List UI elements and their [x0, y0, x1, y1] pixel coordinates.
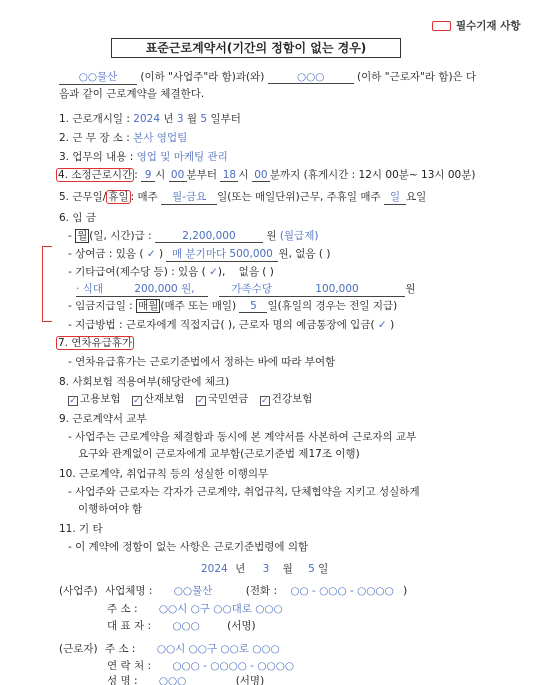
worker-name-row	[107, 673, 264, 685]
intro-end: (이하 "근로자"라 함)은 다	[357, 71, 477, 83]
job-duties-label: 3. 업무의 내용 :	[59, 151, 134, 163]
wage-bullet: -	[68, 230, 72, 242]
pay-method-text: - 지급방법 : 근로자에게 직접지급( ), 근로자 명의 예금통장에 입금(	[68, 319, 375, 331]
bonus-check: ✓	[146, 248, 156, 260]
annual-leave-desc: - 연차유급휴가는 근로기준법에서 정하는 바에 따라 부여함	[68, 356, 336, 368]
item-job-duties	[59, 149, 228, 164]
start-date-day: 5	[200, 113, 208, 125]
holiday-label: 휴일	[108, 191, 129, 203]
family-amount: 100,000	[315, 283, 359, 295]
insurance-option-employment	[68, 393, 121, 405]
insurance-label-industrial: 산재보험	[143, 393, 185, 405]
checkbox-checked-icon: ✓	[133, 396, 141, 406]
workdays-label: 5. 근무일/	[59, 191, 107, 203]
meal-label: · 식대	[76, 283, 103, 295]
worker-name-label: 성 명 :	[107, 675, 138, 685]
worker-address-row	[59, 641, 280, 656]
family-allowance	[219, 281, 405, 297]
family-unit: 원	[405, 283, 416, 295]
pay-method-row	[68, 317, 394, 332]
payday-label: - 임금지급일 :	[68, 300, 133, 312]
workdays-mid: : 매주	[130, 191, 158, 203]
other-pay-none: 없음 ( )	[238, 266, 274, 278]
bonus-unit: 원,	[278, 248, 292, 260]
end-hour: 18	[220, 169, 238, 182]
checkbox-checked-icon: ✓	[260, 396, 269, 406]
employer-tel-label: (전화 :	[245, 585, 277, 597]
start-date-month: 3	[176, 113, 184, 125]
bonus-close: )	[159, 248, 164, 260]
intro-line-1	[59, 69, 476, 85]
annual-leave-label: 7. 연차유급휴가	[58, 337, 133, 349]
wage-base-row	[68, 228, 318, 243]
social-insurance-heading: 8. 사회보험 적용여부(해당란에 체크)	[59, 376, 230, 388]
hour-unit-2: 시	[238, 169, 249, 181]
payday-row	[68, 298, 397, 313]
insurance-label-health: 건강보험	[271, 393, 313, 405]
worker-address: ○○시 ○○구 ○○로 ○○○	[156, 643, 280, 655]
wage-month-box: 월	[77, 230, 88, 242]
employer-rep-label: 대 표 자 :	[107, 620, 151, 632]
employer-rep: ○○○	[172, 620, 200, 632]
bonus-label: - 상여금 : 있음 (	[68, 248, 144, 260]
insurance-option-pension	[196, 393, 249, 405]
employer-rep-row	[107, 618, 256, 633]
employer-signature: (서명)	[227, 620, 256, 632]
item-workplace	[59, 130, 187, 145]
bonus-value: 매 분기마다 500,000	[166, 246, 278, 262]
worker-signature: (서명)	[235, 675, 265, 685]
date-year-unit: 년	[235, 563, 246, 575]
duty-heading: 10. 근로계약, 취업규칙 등의 성실한 이행의무	[59, 468, 269, 480]
from-unit: 분부터	[186, 169, 218, 181]
employer-address-row	[107, 601, 283, 616]
item-workdays	[59, 189, 426, 205]
workdays-mid2: 일(또는 매일단위)근무, 주휴일 매주	[217, 191, 381, 203]
wage-heading: 6. 임 금	[59, 212, 96, 224]
start-minute: 00	[169, 169, 187, 182]
worker-phone: ○○○ - ○○○○ - ○○○○	[172, 660, 295, 672]
document-title: 표준근로계약서(기간의 정함이 없는 경우)	[111, 38, 401, 58]
worker-role: (근로자)	[59, 643, 98, 655]
checkbox-checked-icon: ✓	[197, 396, 205, 406]
insurance-option-health	[260, 393, 313, 405]
employer-name-label: 사업체명 :	[104, 585, 153, 597]
wage-note: (월급제)	[279, 230, 319, 242]
employer-tel: ○○ - ○○○ - ○○○○	[290, 585, 394, 597]
date-month: 3	[262, 563, 270, 575]
misc-heading: 11. 기 타	[59, 523, 103, 535]
workdays-end: 요일	[406, 191, 427, 203]
rest-time: (휴게시간 : 12시 00분~ 13시 00분)	[303, 169, 476, 181]
insurance-label-pension: 국민연금	[207, 393, 249, 405]
employer-tel-close: )	[403, 585, 408, 597]
month-unit: 월	[186, 113, 198, 125]
item-working-hours: 4. 소정근로시간 : 9 시 00 분부터 18 시 00 분까지 (휴게시간 : 12시 00분~ 13시 00분)	[58, 169, 476, 181]
contract-delivery-line-1: - 사업주는 근로계약을 체결함과 동시에 본 계약서를 사본하여 근로자의 교부	[68, 431, 417, 443]
start-date-label: 1. 근로개시일 :	[59, 113, 130, 125]
date-year: 2024	[201, 563, 228, 575]
other-pay-row	[68, 264, 274, 279]
required-bracket	[42, 246, 52, 322]
meal-unit: 원,	[181, 283, 195, 295]
payday-end: 일(휴일의 경우는 전일 지급)	[267, 300, 398, 312]
employer-address-label: 주 소 :	[107, 603, 138, 615]
insurance-option-industrial	[132, 393, 185, 405]
weekly-holiday-value: 일	[384, 189, 406, 205]
to-unit: 분까지	[269, 169, 301, 181]
pay-method-close: )	[390, 319, 395, 331]
pay-method-check: ✓	[377, 319, 387, 331]
employer-name-row	[59, 583, 407, 598]
hour-unit: 시	[155, 169, 166, 181]
year-unit: 년	[163, 113, 174, 125]
payday-mid: (매주 또는 매일)	[160, 300, 237, 312]
intro-line-2: 음과 같이 근로계약을 체결한다.	[59, 88, 205, 100]
meal-allowance	[76, 281, 208, 297]
wage-type-label: (일, 시간)급 :	[89, 230, 152, 242]
contract-delivery-line-2: 요구와 관계없이 근로자에게 교부함(근로기준법 제17조 이행)	[78, 448, 360, 460]
family-label: 가족수당	[231, 283, 272, 295]
bonus-none: 없음 ( )	[295, 248, 331, 260]
duty-line-1: - 사업주와 근로자는 각자가 근로계약, 취업규칙, 단체협약을 지키고 성실하게	[68, 486, 420, 498]
worker-phone-label: 연 락 처 :	[107, 660, 151, 672]
start-date-year: 2024	[133, 113, 161, 125]
other-pay-label: - 기타급여(제수당 등) : 있음 (	[68, 266, 206, 278]
date-month-unit: 월	[282, 563, 293, 575]
required-legend-label: 필수기재 사항	[456, 20, 521, 32]
bonus-row	[68, 246, 330, 262]
intro-employer: ○○물산	[59, 69, 137, 85]
meal-amount: 200,000	[134, 283, 178, 295]
date-day: 5	[308, 563, 315, 575]
wage-unit: 원	[266, 230, 277, 242]
social-insurance-options	[68, 391, 312, 406]
worker-address-label: 주 소 :	[104, 643, 136, 655]
working-hours-label: 4. 소정근로시간	[58, 169, 133, 181]
other-pay-close: ),	[217, 266, 226, 278]
intro-mid: (이하 "사업주"라 함)과(와)	[140, 71, 265, 83]
worker-phone-row	[107, 658, 294, 673]
misc-line-1: - 이 계약에 정함이 없는 사항은 근로기준법령에 의함	[68, 541, 309, 553]
employer-name: ○○물산	[173, 585, 213, 597]
end-minute: 00	[252, 169, 270, 182]
workplace-value: 본사 영업팀	[133, 132, 188, 144]
other-pay-check: ✓	[209, 266, 218, 278]
payday-monthly-box: 매월	[138, 300, 159, 312]
date-day-unit: 일	[318, 563, 329, 575]
day-unit: 일부터	[210, 113, 241, 125]
item-annual-leave	[56, 335, 134, 350]
payday-value: 5	[239, 300, 267, 313]
workdays-value: 월-금요	[161, 189, 217, 205]
employer-role: (사업주)	[59, 585, 98, 597]
wage-amount: 2,200,000	[155, 230, 263, 243]
contract-date	[201, 561, 328, 576]
duty-line-2: 이행하여야 함	[78, 503, 143, 515]
job-duties-value: 영업 및 마케팅 관리	[136, 151, 228, 163]
required-legend-box	[432, 21, 451, 31]
employer-address: ○○시 ○구 ○○대로 ○○○	[158, 603, 283, 615]
allowance-row	[76, 281, 416, 297]
intro-employee: ○○○	[268, 71, 354, 84]
worker-name: ○○○	[158, 675, 187, 685]
contract-delivery-heading: 9. 근로계약서 교부	[59, 413, 147, 425]
item-start-date	[59, 111, 241, 126]
workplace-label: 2. 근 무 장 소 :	[59, 132, 130, 144]
start-hour: 9	[141, 169, 155, 182]
insurance-label-employment: 고용보험	[80, 393, 121, 405]
checkbox-checked-icon: ✓	[69, 396, 77, 406]
